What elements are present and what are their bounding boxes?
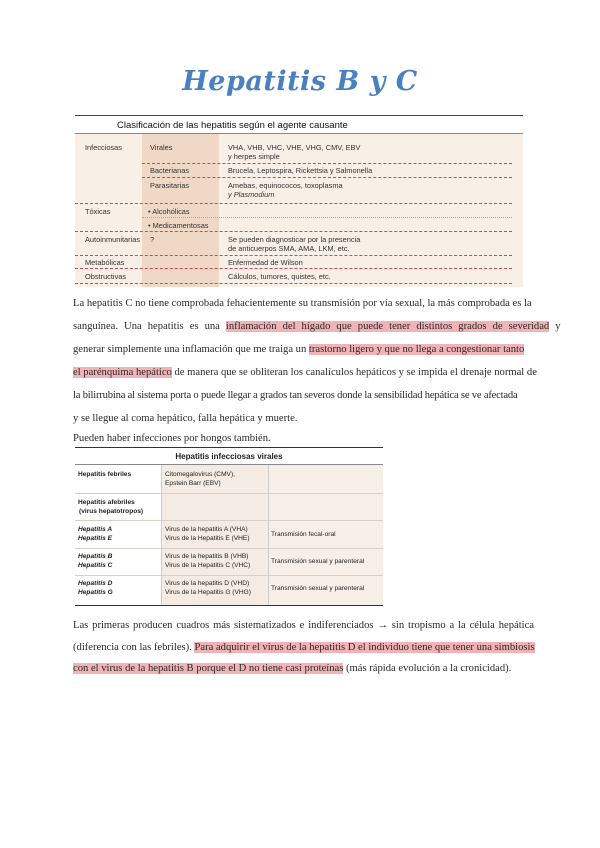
text-line: el parénquima hepático de manera que se obliteran los canalículos hepáticos y se impida el drenaje normal de xyxy=(73,367,537,378)
table-cell: Virales xyxy=(150,143,173,152)
table-cell: Parasitarias xyxy=(150,181,190,190)
highlight: el parénquima hepático xyxy=(73,367,172,378)
table-cell: ? xyxy=(150,235,155,244)
table-cell: Virus de la Hepatitis E (VHE) xyxy=(165,535,250,542)
page-title: Hepatitis B y C xyxy=(182,66,418,97)
table-cell: Transmisión sexual y parenteral xyxy=(271,585,365,592)
text-line: con el virus de la hepatitis B porque el D no tiene casi proteínas (más rápida evolución a la cronicidad). xyxy=(73,663,512,674)
table-cell: Hepatitis B xyxy=(78,553,113,560)
viral-table-header: Hepatitis infecciosas virales xyxy=(75,447,383,465)
highlight: con el virus de la hepatitis B porque el D no tiene casi proteínas xyxy=(73,663,344,674)
viral-hepatitis-table xyxy=(75,447,383,606)
table-cell: Obstructivas xyxy=(85,272,127,281)
table-cell: Virus de la hepatitis A (VHA) xyxy=(165,526,248,533)
table-cell: Hepatitis febriles xyxy=(78,471,132,478)
text-line: sanguínea. Una hepatitis es una inflamación del hígado que puede tener distintos grados de severidad y xyxy=(73,321,561,332)
classification-table-header: Clasificación de las hepatitis según el agente causante xyxy=(75,115,523,134)
highlight: trastorno ligero y que no llega a congestionar tanto xyxy=(308,344,525,355)
text-line: La hepatitis C no tiene comprobada fehacientemente su transmisión por vía sexual, la más comprobada es la xyxy=(73,298,532,309)
classification-table xyxy=(75,115,523,287)
table-cell: y Plasmodium xyxy=(228,190,275,199)
table-cell: VHA, VHB, VHC, VHE, VHG, CMV, EBV xyxy=(228,143,361,152)
table-cell: Autoinmunitarias xyxy=(85,235,141,244)
table-cell: Virus de la hepatitis B (VHB) xyxy=(165,553,249,560)
table-cell: • Medicamentosas xyxy=(148,221,209,230)
text-line: la bilirrubina al sistema porta o puede llegar a grados tan severos donde la sensibilidad hepática se ve afectada xyxy=(73,390,518,401)
table-cell: Citomegalovirus (CMV), xyxy=(165,471,235,478)
table-cell: Amebas, equinococos, toxoplasma xyxy=(228,181,343,190)
table-cell: Cálculos, tumores, quistes, etc. xyxy=(228,272,331,281)
paragraph-1 xyxy=(73,298,561,448)
paragraph-2 xyxy=(73,620,535,680)
highlight: Para adquirir el virus de la hepatitis D el individuo tiene que tener una simbiosis xyxy=(194,642,535,653)
table-cell: Virus de la hepatitis D (VHD) xyxy=(165,580,250,587)
table-cell: Hepatitis A xyxy=(78,526,113,533)
table-cell: Virus de la Hepatitis C (VHC) xyxy=(165,562,251,569)
text-line: generar simplemente una inflamación que me traiga un trastorno ligero y que no llega a congestionar tanto xyxy=(73,344,525,355)
table-cell: Transmisión fecal-oral xyxy=(271,531,336,538)
text-line: y se llegue al coma hepático, falla hepática y muerte. xyxy=(73,413,298,424)
table-cell: Tóxicas xyxy=(85,207,111,216)
table-cell: Hepatitis D xyxy=(78,580,113,587)
table-cell: Enfermedad de Wilson xyxy=(228,258,303,267)
table-cell: Hepatitis G xyxy=(78,589,113,596)
table-cell: Epstein Barr (EBV) xyxy=(165,480,221,487)
highlight: inflamación del hígado que puede tener distintos grados de severidad xyxy=(225,321,550,332)
text-line: Pueden haber infecciones por hongos también. xyxy=(73,433,271,444)
table-cell: Hepatitis afebriles xyxy=(78,499,135,506)
table-cell: Transmisión sexual y parenteral xyxy=(271,558,365,565)
text-line: Las primeras producen cuadros más sistematizados e indiferenciados → sin tropismo a la célula hepática xyxy=(73,620,534,631)
table-cell: Hepatitis C xyxy=(78,562,113,569)
table-cell: de anticuerpos SMA, AMA, LKM, etc. xyxy=(228,244,350,253)
table-cell: Virus de la Hepatitis G (VHG) xyxy=(165,589,251,596)
table-cell: Hepatitis E xyxy=(78,535,113,542)
table-cell: Se pueden diagnosticar por la presencia xyxy=(228,235,361,244)
table-cell: Metabólicas xyxy=(85,258,125,267)
text-line: (diferencia con las febriles). Para adquirir el virus de la hepatitis D el individuo tiene que tener una simbiosis xyxy=(73,642,535,653)
table-cell: y herpes simple xyxy=(228,152,280,161)
table-cell: Infecciosas xyxy=(85,143,122,152)
table-cell: (virus hepatotropos) xyxy=(79,508,144,515)
table-cell: Brucela, Leptospira, Rickettsia y Salmonella xyxy=(228,166,373,175)
table-cell: • Alcohólicas xyxy=(148,207,190,216)
table-cell: Bacterianas xyxy=(150,166,190,175)
